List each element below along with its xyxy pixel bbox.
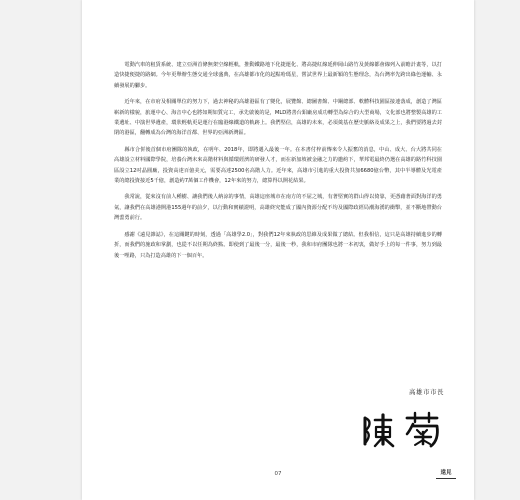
page-number: 07 [274,471,282,477]
signature-title: 高雄市市長 [409,388,444,396]
publisher-logo: 遠見 [436,468,456,478]
paragraph-5: 感謝《遠見雜誌》，在這關鍵的時刻，透過「高雄學2.0」，對我們12年來執政的思維及成果做了總結。但我相信，這只是高雄持續進步的轉折，而我們的施政和掌劃，也從不以任期為終點。即使到了最後一分，最後一秒，我和市府團隊也將一本初衷，做好手上的每一件事，努力到最後一哩路，只為打造高雄的下一個百年。 [114,231,442,259]
paragraph-1: 電動汽車的租賃系統、建立亞洲首條無架空線輕軌，推動鐵路地下化捷運化、將高捷紅線延伸岡山路竹及黃線都會線列入前瞻計畫等，以打造快捷便捷的路網。今年更舉辦生態交通全球盛典，在高雄都市化的起點哈瑪星，嘗試世界上最新穎的生態理念，為台灣率先跨出綠色運輸、永續發展的腳步。 [114,62,442,89]
body-text [114,60,442,267]
document-page [82,0,474,500]
paragraph-3: 縣市合併後首個市府團隊的執政，在明年、2018年，即將邁入最後一年。在本書付梓前傳來令人振奮的消息，中山、成大、台大將共同在高雄設立材料國際學院，培養台灣未來高階材料與循環經濟的研發人才，而在新加坡被金融之力的邀約下，華邦電最終仍選在高雄的路竹科技園區設立12吋晶圓廠，投資高達百億美元，需要高達2500名高階人力。近年來，高雄市引進的重大投資共加6680億台幣，其中半導體及光電產業的總投資接近5千億，創造約7萬個工作機會，12年來的努力，總算得以開花結果。 [114,146,442,185]
handwritten-signature [357,410,447,450]
paragraph-2: 近年來，在市府及相關單位的努力下，過去神秘的高雄港區有了變化，展覽館、總圖書館、中鋼總部、軟體科技園區接連落成，創造了灣區嶄新的樣貌，旅運中心、海音中心也將如期如質完工，承先啟後的是，MLD將善台鋁廠房成功轉型為綜合的大型商場，文化部也將整製高雄的工業遺址、中演世界遺產，環狀輕軌更是運行在臨港線鐵道的軌跡上。我們堅信，高雄的未來，必須奠基在歷史脈絡及成果之上，我們要將過去封閉的港區，翻轉成為台灣的海洋首都、世界的亞洲新灣區。 [114,99,442,137]
paragraph-4: 我常說，從來沒有前人種樹、讓我們後人納涼的事情，高雄這座城市在南方的不屈之城，有著堅實的群山得以倚靠，更憑藉著面對海洋的勇氣，讓我們在高雄港開港155週年的前夕，以行動和實績證明，高雄終究能成了國內資源分配不均及國際政經局潮海湧的衝擊，並不斷地帶動台灣蕓勇前行。 [114,194,442,222]
